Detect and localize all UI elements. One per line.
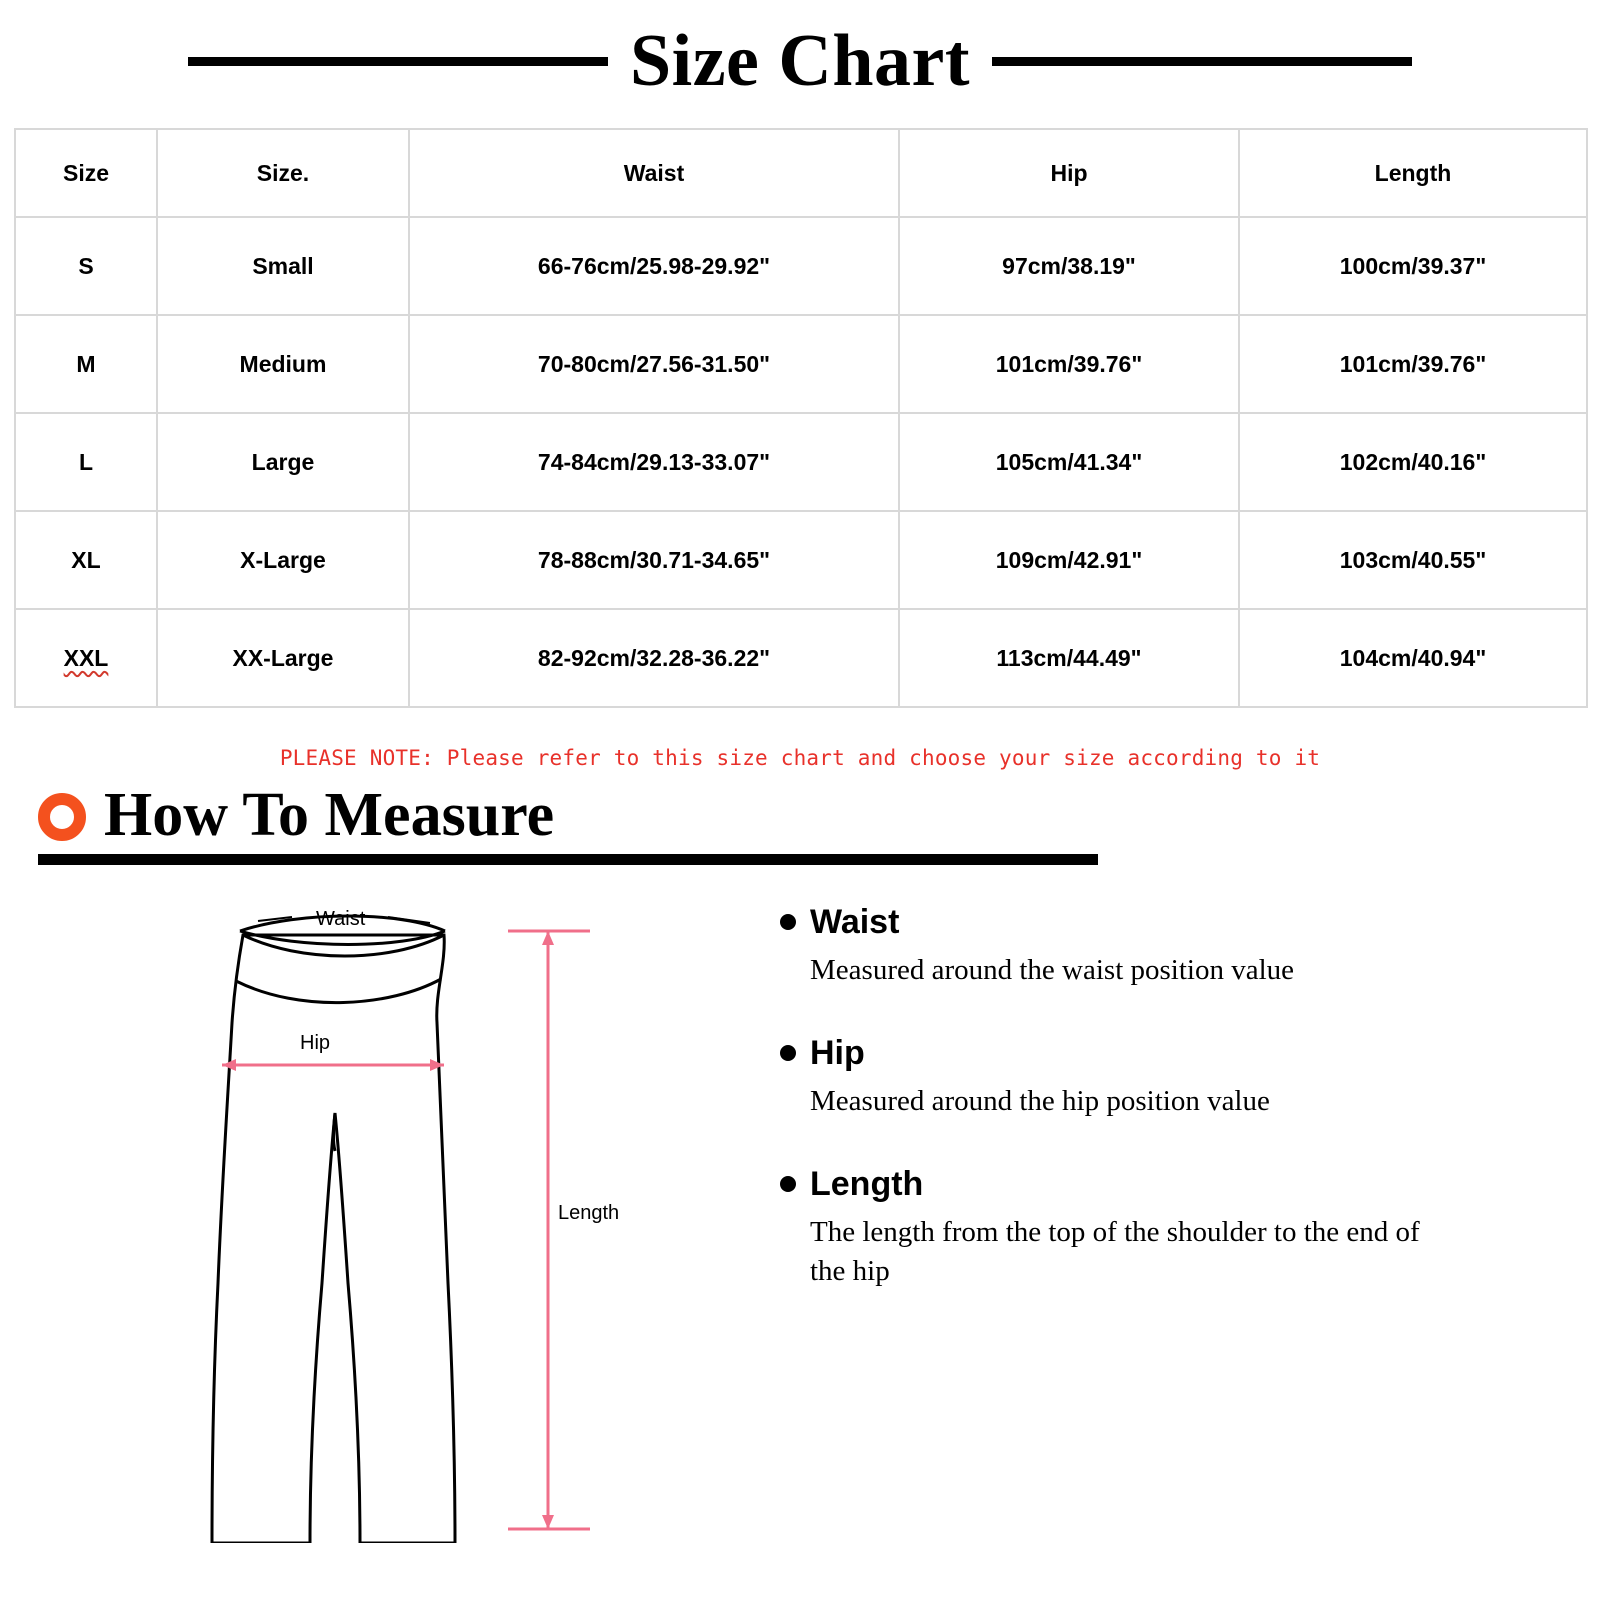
legend-head-hip: [780, 1034, 1600, 1073]
cell-waist: 74-84cm/29.13-33.07": [409, 413, 899, 511]
legend-term-length: Length: [810, 1165, 924, 1204]
legend-term-hip: Hip: [810, 1034, 865, 1073]
cell-hip: 113cm/44.49": [899, 609, 1239, 707]
measure-legend: [760, 883, 1600, 1543]
how-to-measure-underline: [38, 854, 1098, 865]
cell-hip: 105cm/41.34": [899, 413, 1239, 511]
column-header-size-name: Size.: [157, 129, 409, 217]
size-table-wrap: [0, 110, 1600, 708]
cell-size-name: X-Large: [157, 511, 409, 609]
pants-diagram-svg: [0, 883, 760, 1543]
please-note-text: PLEASE NOTE: Please refer to this size chart and choose your size according to it: [279, 746, 1321, 770]
cell-size-name: Large: [157, 413, 409, 511]
column-header-size: Size: [15, 129, 157, 217]
table-row: [15, 609, 1587, 707]
legend-desc-hip: Measured around the hip position value: [810, 1085, 1270, 1118]
bullet-icon: [780, 1176, 796, 1192]
size-chart-table: [14, 128, 1588, 708]
bullet-icon: [780, 914, 796, 930]
cell-size-name: XX-Large: [157, 609, 409, 707]
page-title: Size Chart: [630, 20, 970, 102]
column-header-waist: Waist: [409, 129, 899, 217]
table-header-row: [15, 129, 1587, 217]
cell-hip: 97cm/38.19": [899, 217, 1239, 315]
legend-head-waist: [780, 905, 1600, 939]
page-title-row: [0, 0, 1600, 110]
cell-size: XL: [15, 511, 157, 609]
how-to-measure-title: How To Measure: [104, 781, 555, 849]
cell-size-name: Small: [157, 217, 409, 315]
legend-desc-length: The length from the top of the shoulder to the end of the hip: [810, 1216, 1420, 1288]
diagram-label-length: Length: [558, 1202, 620, 1224]
cell-hip: 109cm/42.91": [899, 511, 1239, 609]
legend-item-length: [780, 1167, 1600, 1291]
diagram-label-hip: Hip: [300, 1032, 331, 1054]
cell-length: 101cm/39.76": [1239, 315, 1587, 413]
cell-waist: 78-88cm/30.71-34.65": [409, 511, 899, 609]
cell-size: S: [15, 217, 157, 315]
table-row: [15, 315, 1587, 413]
measure-content: [0, 883, 1600, 1543]
cell-hip: 101cm/39.76": [899, 315, 1239, 413]
cell-waist: 70-80cm/27.56-31.50": [409, 315, 899, 413]
diagram-label-waist: Waist: [316, 908, 366, 930]
title-rule-right: [992, 57, 1412, 66]
bullet-icon: [780, 1045, 796, 1061]
legend-term-waist: Waist: [810, 903, 900, 941]
table-row: [15, 511, 1587, 609]
legend-desc-waist: Measured around the waist position value: [810, 954, 1295, 986]
legend-item-waist: [780, 905, 1600, 990]
legend-head-length: [780, 1165, 1600, 1204]
table-row: [15, 413, 1587, 511]
cell-waist: 66-76cm/25.98-29.92": [409, 217, 899, 315]
cell-size: XXL: [15, 609, 157, 707]
table-row: [15, 217, 1587, 315]
title-rule-left: [188, 57, 608, 66]
column-header-hip: Hip: [899, 129, 1239, 217]
cell-waist: 82-92cm/32.28-36.22": [409, 609, 899, 707]
cell-length: 100cm/39.37": [1239, 217, 1587, 315]
pants-diagram: [0, 883, 760, 1543]
cell-length: 103cm/40.55": [1239, 511, 1587, 609]
cell-size: L: [15, 413, 157, 511]
cell-length: 102cm/40.16": [1239, 413, 1587, 511]
cell-size: M: [15, 315, 157, 413]
circle-icon: [38, 793, 86, 841]
cell-length: 104cm/40.94": [1239, 609, 1587, 707]
legend-item-hip: [780, 1036, 1600, 1121]
cell-size-name: Medium: [157, 315, 409, 413]
how-to-measure-header: [38, 781, 1600, 849]
column-header-length: Length: [1239, 129, 1587, 217]
how-to-measure-section: [0, 781, 1600, 865]
